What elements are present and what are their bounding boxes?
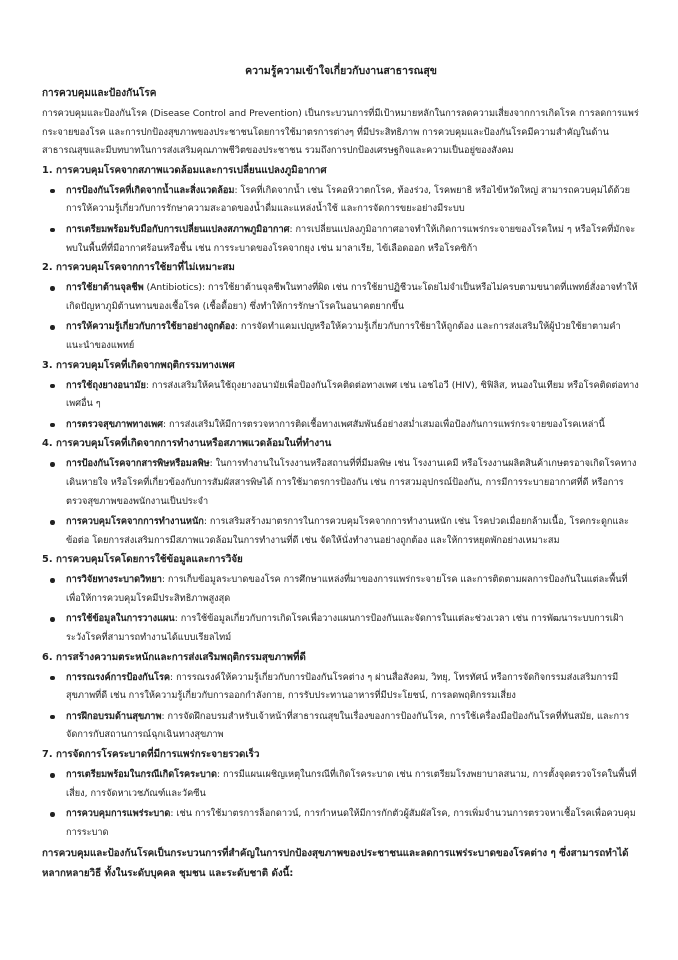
item-label: การควบคุมการแพร่ระบาด <box>66 808 171 820</box>
item-text: : เช่น การใช้มาตรการล็อกดาวน์, การกำหนดให้มีการกักตัวผู้สัมผัสโรค, การเพิ่มจำนวนการตรวจหาเชื้อโรคเพื่อควบคุมการระบาด <box>66 808 636 838</box>
item-label: การใช้ถุงยางอนามัย <box>66 379 146 391</box>
list-item <box>66 318 640 355</box>
item-text: (Antibiotics): การใช้ยาต้านจุลชีพในทางที่ผิด เช่น การใช้ยาปฏิชีวนะโดยไม่จำเป็นหรือไม่ครบตามขนาดที่แพทย์สั่งอาจทำให้เกิดปัญหาภูมิต้านทานของเชื้อโรค (เชื้อดื้อยา) ซึ่งทำให้การรักษาโรคในอนาคตยากขึ้น <box>66 282 638 312</box>
section-list <box>42 279 640 355</box>
list-item <box>66 766 640 803</box>
item-text: : การรณรงค์ให้ความรู้เกี่ยวกับการป้องกันโรคต่าง ๆ ผ่านสื่อสังคม, วิทยุ, โทรทัศน์ หรือการจัดกิจกรรมส่งเสริมการมีสุขภาพที่ดี เช่น การให้ความรู้เกี่ยวกับการออกกำลังกาย, การรับประทานอาหารที่มีประโยชน์, การลดพฤติกรรมเสี่ยง <box>66 671 619 702</box>
item-text: : การมีแผนเผชิญเหตุในกรณีที่เกิดโรคระบาด เช่น การเตรียมโรงพยาบาลสนาม, การตั้งจุดตรวจโรคในพื้นที่เสี่ยง, การจัดหาเวชภัณฑ์และวัคซีน <box>66 769 637 799</box>
section-list <box>42 377 640 435</box>
list-item <box>66 610 640 647</box>
document-title: ความรู้ความเข้าใจเกี่ยวกับงานสาธารณสุข <box>245 65 437 77</box>
item-text: : การเก็บข้อมูลระบาดของโรค การศึกษาแหล่งที่มาของการแพร่กระจายโรค และการติดตามผลการป้องกันในแต่ละพื้นที่เพื่อให้การควบคุมโรคมีประสิทธิภาพสูงสุด <box>66 574 628 604</box>
list-item <box>66 708 640 745</box>
intro-paragraph: การควบคุมและป้องกันโรค (Disease Control and Prevention) เป็นกระบวนการที่มีเป้าหมายหลักในการลดความเสี่ยงจากการเกิดโรค การลดการแพร่กระจายของโรค และการปกป้องสุขภาพของประชาชนโดยการใช้มาตรการต่างๆ ที่มีประสิทธิภาพ การควบคุมและป้องกันโรคมีความสำคัญในด้านสาธารณสุขและมีบทบาทในการส่งเสริมคุณภาพชีวิตของประชาชน รวมถึงการปกป้องเศรษฐกิจและความเป็นอยู่ของสังคม <box>42 108 639 157</box>
intro-heading: การควบคุมและป้องกันโรค <box>42 88 157 99</box>
list-item <box>66 377 640 414</box>
list-item <box>66 513 640 550</box>
section-heading: 2. การควบคุมโรคจากการใช้ยาที่ไม่เหมาะสม <box>42 262 235 274</box>
item-label: การตรวจสุขภาพทางเพศ <box>66 418 163 430</box>
item-label: การป้องกันโรคที่เกิดจากน้ำและสิ่งแวดล้อม <box>66 184 235 196</box>
item-text: : การส่งเสริมให้มีการตรวจหาการติดเชื้อทางเพศสัมพันธ์อย่างสม่ำเสมอเพื่อป้องกันการแพร่กระจายของโรคเหล่านี้ <box>163 418 605 430</box>
item-label: การใช้ยาต้านจุลชีพ <box>66 282 144 294</box>
section-list <box>42 766 640 842</box>
list-item <box>66 416 640 435</box>
sections-container <box>42 163 640 843</box>
item-text: : การใช้ข้อมูลเกี่ยวกับการเกิดโรคเพื่อวางแผนการป้องกันและจัดการในแต่ละช่วงเวลา เช่น การพัฒนาระบบการเฝ้าระวังโรคที่สามารถทำงานได้แบบเรียลไทม์ <box>66 613 624 644</box>
list-item <box>66 805 640 842</box>
item-text: : การจัดฝึกอบรมสำหรับเจ้าหน้าที่สาธารณสุขในเรื่องของการป้องกันโรค, การใช้เครื่องมือป้องกันโรคที่ทันสมัย, และการจัดการกับสถานการณ์ฉุกเฉินทางสุขภาพ <box>66 710 630 741</box>
section-list <box>42 182 640 258</box>
item-text: : การจัดทำแคมเปญหรือให้ความรู้เกี่ยวกับการใช้ยาให้ถูกต้อง และการส่งเสริมให้ผู้ป่วยใช้ยาตามคำแนะนำของแพทย์ <box>66 321 621 351</box>
section-list <box>42 571 640 647</box>
section-heading: 4. การควบคุมโรคที่เกิดจากการทำงานหรือสภาพแวดล้อมในที่ทำงาน <box>42 438 332 450</box>
item-label: การป้องกันโรคจากสารพิษหรือมลพิษ <box>66 458 210 470</box>
item-text: : การเสริมสร้างมาตรการในการควบคุมโรคจากการทำงานหนัก เช่น โรคปวดเมื่อยกล้ามเนื้อ, โรคกระดูกและข้อต่อ โดยการส่งเสริมการมีสภาพแวดล้อมในการทำงานที่ดี เช่น จัดให้นั่งทำงานอย่างถูกต้อง และให้การหยุดพักอย่างเหมาะสม <box>66 516 629 546</box>
item-label: การใช้ข้อมูลในการวางแผน <box>66 613 175 625</box>
item-label: การควบคุมโรคจากการทำงานหนัก <box>66 516 204 528</box>
list-item <box>66 221 640 258</box>
section-heading: 3. การควบคุมโรคที่เกิดจากพฤติกรรมทางเพศ <box>42 359 235 371</box>
item-text: : โรคที่เกิดจากน้ำ เช่น โรคอหิวาตกโรค, ท้องร่วง, โรคพยาธิ หรือไข้หวัดใหญ่ สามารถควบคุมได้ด้วยการให้ความรู้เกี่ยวกับการรักษาความสะอาดของน้ำดื่มและแหล่งน้ำใช้ และการจัดการขยะอย่างมีระบบ <box>66 184 630 215</box>
item-label: การฝึกอบรมด้านสุขภาพ <box>66 710 162 722</box>
item-label: การเตรียมพร้อมรับมือกับการเปลี่ยนแปลงสภาพภูมิอากาศ <box>66 223 290 235</box>
section-list <box>42 669 640 745</box>
section-heading: 7. การจัดการโรคระบาดที่มีการแพร่กระจายรวดเร็ว <box>42 749 260 761</box>
list-item <box>66 182 640 219</box>
item-label: การให้ความรู้เกี่ยวกับการใช้ยาอย่างถูกต้อง <box>66 321 235 333</box>
list-item <box>66 279 640 316</box>
list-item <box>66 571 640 608</box>
list-item <box>66 455 640 511</box>
item-text: : การส่งเสริมให้คนใช้ถุงยางอนามัยเพื่อป้องกันโรคติดต่อทางเพศ เช่น เอชไอวี (HIV), ซิฟิลิส, หนองในเทียม หรือโรคติดต่อทางเพศอื่น ๆ <box>66 379 639 410</box>
item-label: การวิจัยทางระบาดวิทยา <box>66 574 162 586</box>
section-heading: 1. การควบคุมโรคจากสภาพแวดล้อมและการเปลี่ยนแปลงภูมิอากาศ <box>42 164 327 176</box>
conclusion-paragraph: การควบคุมและป้องกันโรคเป็นกระบวนการที่สำคัญในการปกป้องสุขภาพของประชาชนและลดการแพร่ระบาดของโรคต่าง ๆ ซึ่งสามารถทำได้หลากหลายวิธี ทั้งในระดับบุคคล ชุมชน และระดับชาติ ดังนี้: <box>42 848 629 879</box>
item-label: การเตรียมพร้อมในกรณีเกิดโรคระบาด <box>66 769 218 781</box>
item-text: : ในการทำงานในโรงงานหรือสถานที่ที่มีมลพิษ เช่น โรงงานเคมี หรือโรงงานผลิตสินค้าเกษตรอาจเกิดโรคทางเดินหายใจ หรือโรคที่เกี่ยวข้องกับการสัมผัสสารพิษได้ การใช้มาตรการป้องกัน เช่น การสวมอุปกรณ์ป้องกัน, การมีการระบายอากาศที่ดี หรือการตรวจสุขภาพของพนักงานเป็นประจำ <box>66 458 637 507</box>
section-heading: 5. การควบคุมโรคโดยการใช้ข้อมูลและการวิจัย <box>42 554 243 566</box>
section-heading: 6. การสร้างความตระหนักและการส่งเสริมพฤติกรรมสุขภาพที่ดี <box>42 651 306 663</box>
item-text: : การเปลี่ยนแปลงภูมิอากาศอาจทำให้เกิดการแพร่กระจายของโรคใหม่ ๆ หรือโรคที่มักจะพบในพื้นที่ที่มีอากาศร้อนหรือชื้น เช่น การระบาดของโรคจากยุง เช่น มาลาเรีย, ไข้เลือดออก หรือโรคซิก้า <box>66 223 636 254</box>
section-list <box>42 455 640 550</box>
item-label: การรณรงค์การป้องกันโรค <box>66 671 171 683</box>
list-item <box>66 669 640 706</box>
